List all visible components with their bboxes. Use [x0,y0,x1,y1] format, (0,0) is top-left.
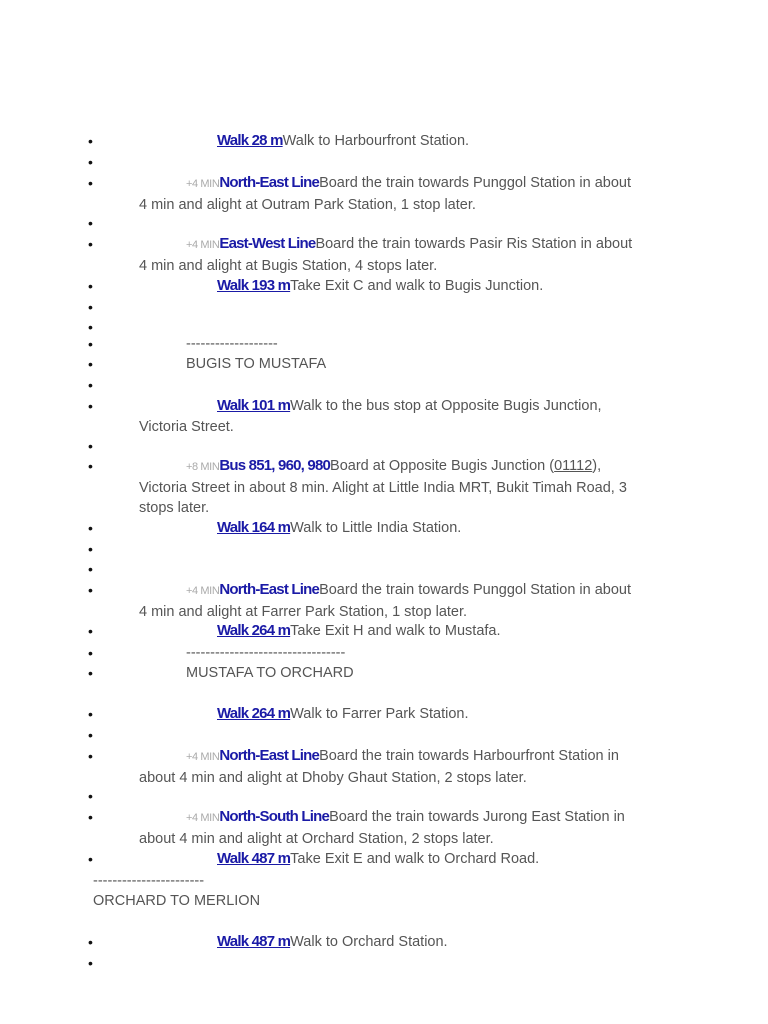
walk-step [217,932,448,952]
step-description-cont: 4 min and alight at Farrer Park Station, 1 stop later. [139,603,468,620]
bullet: • [88,645,93,661]
walk-link[interactable]: Walk 28 m [217,132,283,149]
step-description: Walk to Farrer Park Station. [290,706,469,722]
section-text: BUGIS TO MUSTAFA [186,356,327,372]
transit-line-label: North-East Line [219,747,320,764]
step-first-line [139,807,668,829]
bullet: • [88,582,93,598]
step-description: Walk to Orchard Station. [290,934,448,950]
walk-step [217,704,469,724]
step-description-end: ), [592,458,602,474]
step-description: Take Exit H and walk to Mustafa. [290,623,501,639]
walk-step [217,518,461,538]
bullet: • [88,236,93,252]
bullet: • [88,851,93,867]
step-description: Board the train towards Pasir Ris Station in about [315,236,633,252]
step-description: Board the train towards Punggol Station in about [319,175,632,191]
transit-step [139,234,679,276]
walk-link[interactable]: Walk 487 m [217,850,291,867]
step-description-cont: about 4 min and alight at Orchard Station, 2 stops later. [139,830,494,847]
duration-label: +4 MIN [186,178,220,190]
bullet: • [88,934,93,950]
walk-step [139,396,679,437]
walk-link[interactable]: Walk 264 m [217,622,291,639]
duration-label: +4 MIN [186,751,220,763]
bullet: • [88,154,93,170]
step-description: Walk to Little India Station. [290,520,462,536]
bullet: • [88,955,93,971]
section-text: ----------------------- [93,873,205,889]
section-text: MUSTAFA TO ORCHARD [186,665,354,681]
bullet: • [88,175,93,191]
bullet: • [88,299,93,315]
step-description: Board the train towards Jurong East Station in [329,809,625,825]
step-description: Take Exit E and walk to Orchard Road. [290,851,540,867]
step-first-line [139,746,668,768]
walk-step [217,131,469,151]
section-text: ORCHARD TO MERLION [93,893,261,909]
step-description: Take Exit C and walk to Bugis Junction. [290,278,544,294]
step-first-line [139,396,745,417]
step-first-line [139,456,676,478]
bullet: • [88,215,93,231]
step-description-cont: 4 min and alight at Bugis Station, 4 stops later. [139,257,438,274]
bullet: • [88,319,93,335]
bullet: • [88,520,93,536]
step-description-cont: about 4 min and alight at Dhoby Ghaut Station, 2 stops later. [139,769,527,786]
transit-line-label: North-East Line [219,174,320,191]
bullet: • [88,541,93,557]
transit-step [139,807,679,849]
duration-label: +4 MIN [186,585,220,597]
step-description-cont: Victoria Street in about 8 min. Alight at Little India MRT, Bukit Timah Road, 3 [139,479,627,496]
transit-line-label: North-South Line [219,808,330,825]
step-description-cont: 4 min and alight at Outram Park Station, 1 stop later. [139,196,476,213]
duration-label: +4 MIN [186,239,220,251]
transit-line-label: East-West Line [219,235,316,252]
bullet: • [88,748,93,764]
step-description: Board at Opposite Bugis Junction ( [330,458,555,474]
step-description-cont: Victoria Street. [139,418,234,435]
bus-line-label: Bus 851, 960, 980 [219,457,331,474]
transit-step [139,580,679,622]
walk-step [217,621,501,641]
walk-link[interactable]: Walk 101 m [217,397,291,414]
bullet: • [88,133,93,149]
bus-step [139,456,679,519]
transit-step [139,746,679,788]
walk-step [217,849,539,869]
bullet: • [88,278,93,294]
step-first-line [139,234,668,256]
step-description-cont: stops later. [139,500,210,516]
walk-link[interactable]: Walk 164 m [217,519,291,536]
duration-label: +8 MIN [186,461,220,473]
walk-link[interactable]: Walk 193 m [217,277,291,294]
walk-step [217,276,543,296]
bullet: • [88,788,93,804]
bullet: • [88,727,93,743]
bullet: • [88,665,93,681]
step-description: Walk to the bus stop at Opposite Bugis Junction, [290,398,602,414]
bullet: • [88,438,93,454]
bullet: • [88,706,93,722]
bullet: • [88,809,93,825]
transit-step [139,173,679,215]
bullet: • [88,336,93,352]
transit-line-label: North-East Line [219,581,320,598]
step-description: Board the train towards Punggol Station in about [319,582,632,598]
bus-stop-code[interactable]: 01112 [554,458,593,474]
section-text: --------------------------------- [186,645,346,661]
walk-link[interactable]: Walk 264 m [217,705,291,722]
bullet: • [88,458,93,474]
bullet: • [88,377,93,393]
walk-link[interactable]: Walk 487 m [217,933,291,950]
section-text: ------------------- [186,336,278,352]
step-first-line [139,580,668,602]
bullet: • [88,623,93,639]
step-first-line [139,173,668,195]
bullet: • [88,356,93,372]
bullet: • [88,398,93,414]
step-description: Walk to Harbourfront Station. [282,133,470,149]
duration-label: +4 MIN [186,812,220,824]
step-description: Board the train towards Harbourfront Station in [319,748,619,764]
bullet: • [88,561,93,577]
